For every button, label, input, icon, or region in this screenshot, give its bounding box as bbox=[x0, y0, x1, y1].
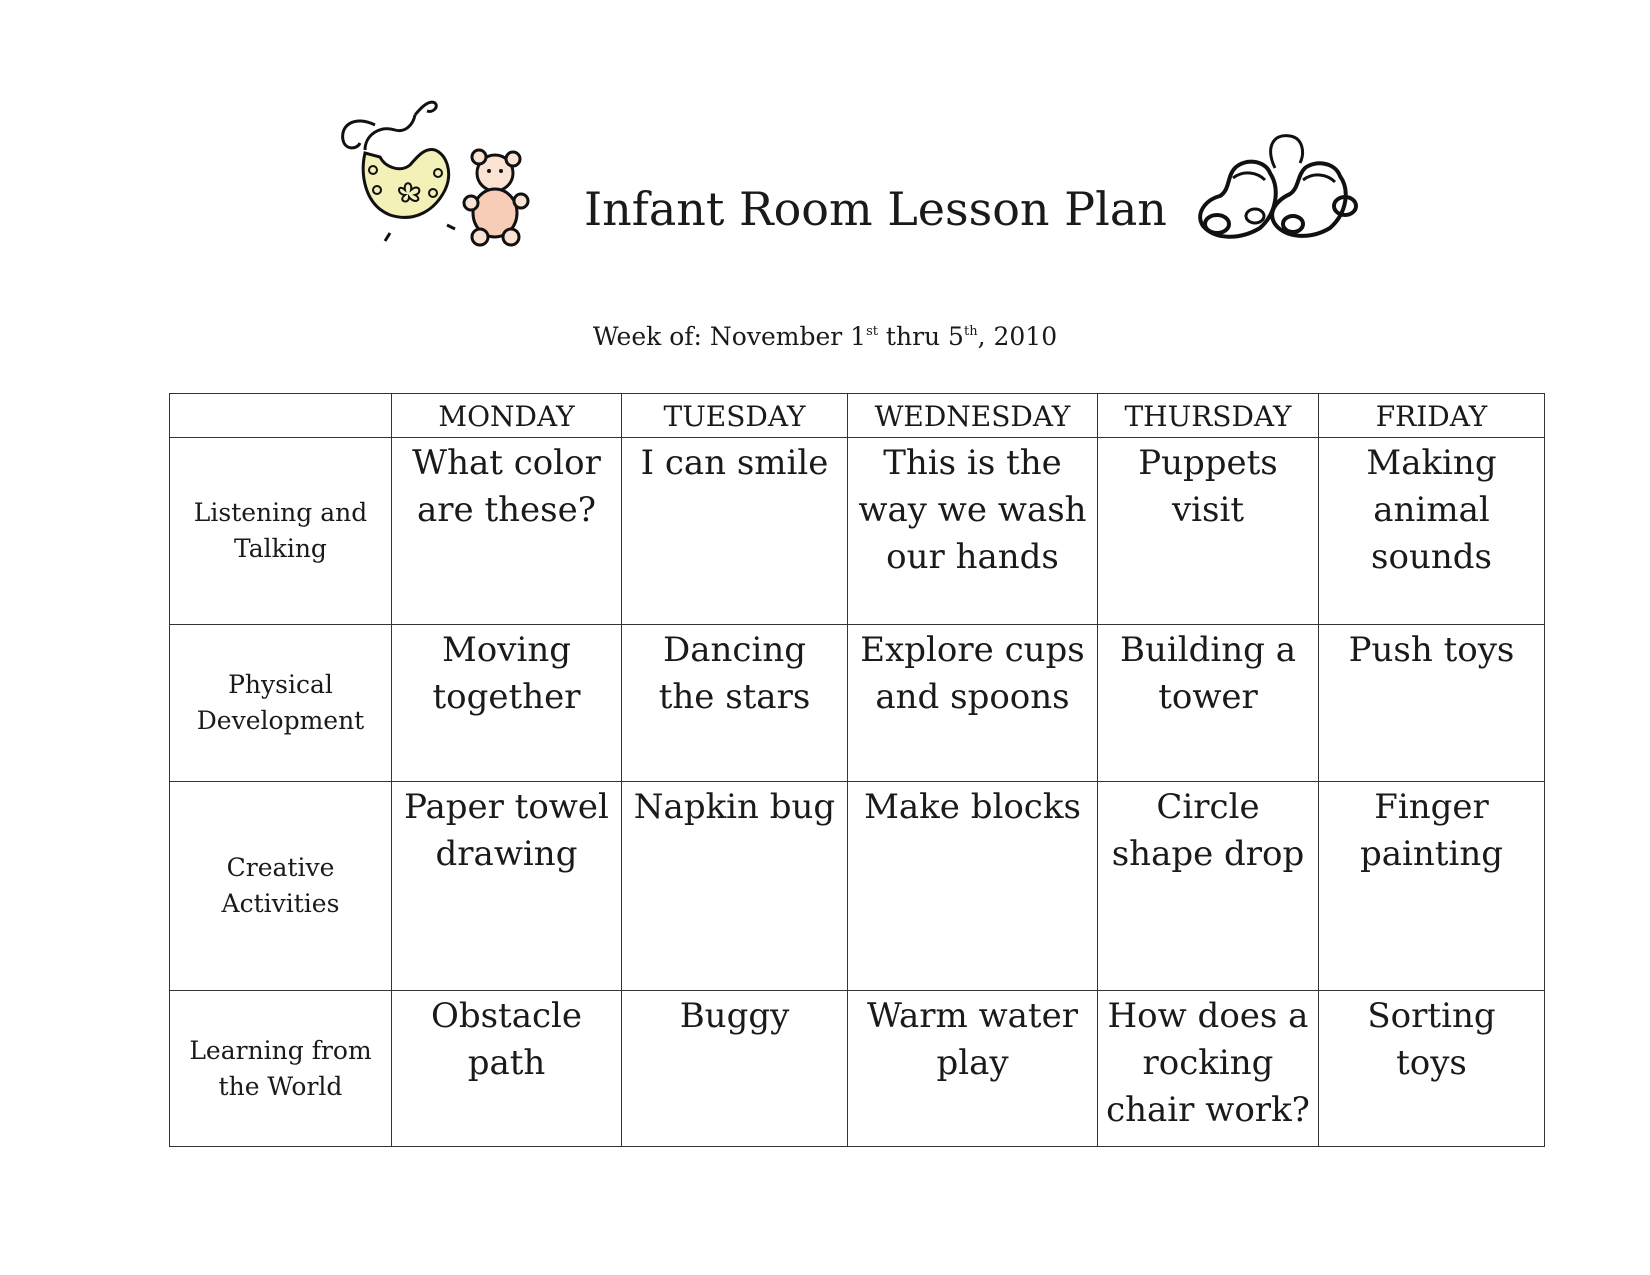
week-sup-start: st bbox=[866, 324, 878, 339]
activity-cell: Make blocks bbox=[848, 782, 1098, 991]
day-header-thursday: THURSDAY bbox=[1098, 394, 1319, 438]
category-label: Creative Activities bbox=[170, 782, 392, 991]
activity-cell: Sorting toys bbox=[1319, 991, 1545, 1147]
week-middle: thru 5 bbox=[877, 322, 964, 351]
activity-cell: Warm water play bbox=[848, 991, 1098, 1147]
activity-cell: Explore cups and spoons bbox=[848, 625, 1098, 782]
day-header-wednesday: WEDNESDAY bbox=[848, 394, 1098, 438]
activity-cell: Obstacle path bbox=[392, 991, 622, 1147]
table-row bbox=[170, 991, 1545, 1147]
category-label: Listening and Talking bbox=[170, 438, 392, 625]
activity-cell: This is the way we wash our hands bbox=[848, 438, 1098, 625]
page-title: Infant Room Lesson Plan bbox=[584, 182, 1167, 236]
baby-shoes-icon bbox=[1195, 128, 1365, 253]
activity-cell: Building a tower bbox=[1098, 625, 1319, 782]
day-header-monday: MONDAY bbox=[392, 394, 622, 438]
corner-cell bbox=[170, 394, 392, 438]
day-header-friday: FRIDAY bbox=[1319, 394, 1545, 438]
day-header-row bbox=[170, 394, 1545, 438]
activity-cell: Buggy bbox=[622, 991, 848, 1147]
table-row bbox=[170, 782, 1545, 991]
week-suffix: , 2010 bbox=[977, 322, 1058, 351]
table-row bbox=[170, 625, 1545, 782]
activity-cell: Puppets visit bbox=[1098, 438, 1319, 625]
activity-cell: Finger painting bbox=[1319, 782, 1545, 991]
activity-cell: Moving together bbox=[392, 625, 622, 782]
category-label: Learning from the World bbox=[170, 991, 392, 1147]
activity-cell: How does a rocking chair work? bbox=[1098, 991, 1319, 1147]
week-of-line bbox=[0, 322, 1650, 351]
lesson-plan-table bbox=[169, 393, 1545, 1147]
activity-cell: Making animal sounds bbox=[1319, 438, 1545, 625]
activity-cell: Circle shape drop bbox=[1098, 782, 1319, 991]
bib-and-teddy-bear-icon bbox=[335, 95, 550, 255]
activity-cell: I can smile bbox=[622, 438, 848, 625]
day-header-tuesday: TUESDAY bbox=[622, 394, 848, 438]
activity-cell: Paper towel drawing bbox=[392, 782, 622, 991]
week-sup-end: th bbox=[963, 324, 978, 339]
category-label: Physical Development bbox=[170, 625, 392, 782]
table-row bbox=[170, 438, 1545, 625]
activity-cell: Push toys bbox=[1319, 625, 1545, 782]
activity-cell: Dancing the stars bbox=[622, 625, 848, 782]
activity-cell: What color are these? bbox=[392, 438, 622, 625]
week-prefix: Week of: November 1 bbox=[592, 322, 867, 351]
activity-cell: Napkin bug bbox=[622, 782, 848, 991]
